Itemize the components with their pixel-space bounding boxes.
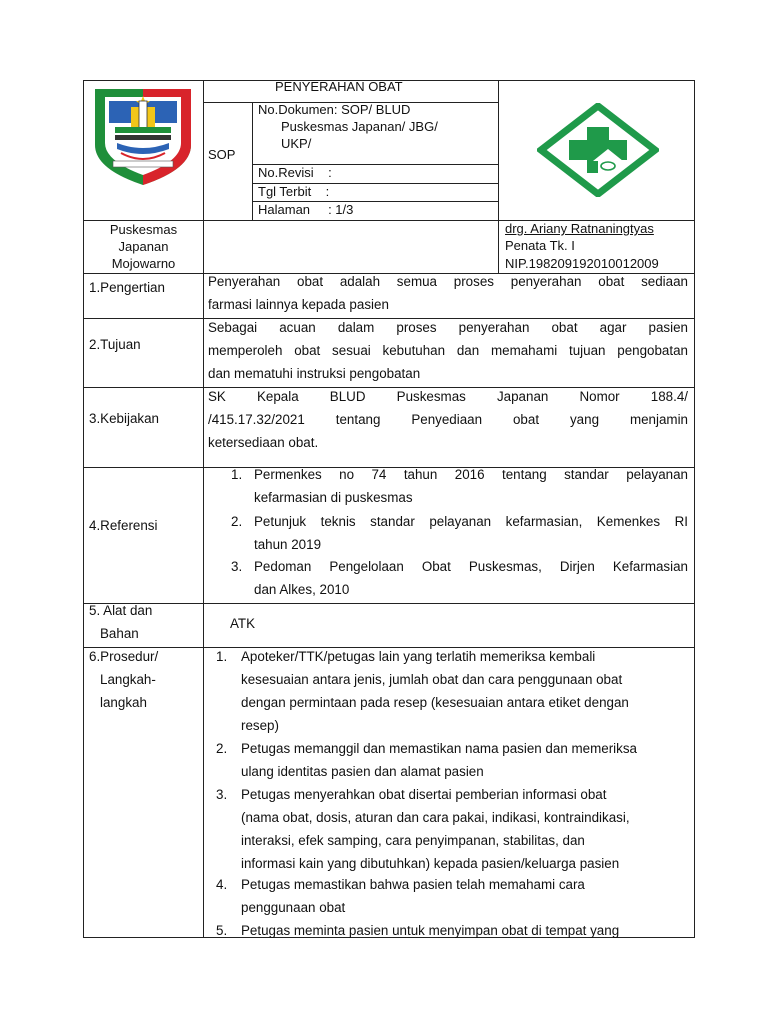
- pengertian-line: Penyerahan obat adalah semua proses penyerahan obat sediaan: [208, 274, 688, 289]
- no-dokumen-line-2: Puskesmas Japanan/ JBG/: [281, 119, 438, 134]
- kebijakan-line: /415.17.32/2021 tentang Penyediaan obat yang menjamin: [208, 412, 688, 427]
- referensi-line: Pedoman Pengelolaan Obat Puskesmas, Dirjen Kefarmasian: [254, 559, 688, 574]
- tujuan-text: [208, 316, 688, 385]
- prosedur-line: Petugas meminta pasien untuk menyimpan obat di tempat yang: [241, 923, 620, 938]
- label-pengertian: 1.Pengertian: [89, 280, 165, 295]
- label-alat-1: 5. Alat dan: [89, 603, 153, 618]
- label-referensi: 4.Referensi: [89, 518, 158, 533]
- prosedur-line: penggunaan obat: [241, 900, 346, 915]
- label-alat-2: Bahan: [100, 626, 139, 641]
- list-item-number: 1.: [216, 649, 228, 664]
- prosedur-line: Apoteker/TTK/petugas lain yang terlatih memeriksa kembali: [241, 649, 596, 664]
- org-line-3: Mojowarno: [111, 256, 176, 271]
- no-dokumen-line-1: No.Dokumen: SOP/ BLUD: [258, 102, 411, 117]
- kebijakan-line: ketersediaan obat.: [208, 435, 319, 450]
- list-item: [241, 873, 585, 919]
- referensi-line: kefarmasian di puskesmas: [254, 490, 413, 505]
- org-line-2: Japanan: [118, 239, 169, 254]
- label-prosedur-2: Langkah-: [100, 672, 156, 687]
- tgl-terbit: Tgl Terbit :: [258, 184, 330, 199]
- label-prosedur-1: 6.Prosedur/: [89, 649, 159, 664]
- list-item: [254, 463, 688, 509]
- referensi-line: Permenkes no 74 tahun 2016 tentang standar pelayanan: [254, 467, 688, 482]
- label-tujuan: 2.Tujuan: [89, 337, 141, 352]
- signer-name: drg. Ariany Ratnaningtyas: [505, 221, 654, 236]
- no-dokumen-line-3: UKP/: [281, 136, 312, 151]
- list-item-number: 3.: [216, 787, 228, 802]
- kebijakan-line: SK Kepala BLUD Puskesmas Japanan Nomor 188.4/: [208, 389, 688, 404]
- label-kebijakan: 3.Kebijakan: [89, 411, 159, 426]
- list-item-number: 2.: [231, 514, 243, 529]
- list-item: [241, 737, 637, 783]
- kebijakan-text: [208, 385, 688, 454]
- list-item: [241, 783, 630, 875]
- prosedur-line: dengan permintaan pada resep (kesesuaian antara etiket dengan: [241, 695, 629, 710]
- tujuan-line: memperoleh obat sesuai kebutuhan dan memahami tujuan pengobatan: [208, 343, 688, 358]
- list-item-number: 1.: [231, 467, 243, 482]
- prosedur-line: Petugas menyerahkan obat disertai pemberian informasi obat: [241, 787, 607, 802]
- signer-nip: NIP.198209192010012009: [505, 256, 659, 271]
- prosedur-line: informasi kain yang dibutuhkan) kepada pasien/keluarga pasien: [241, 856, 620, 871]
- prosedur-line: resep): [241, 718, 279, 733]
- org-line-1: Puskesmas: [109, 222, 178, 237]
- list-item-number: 3.: [231, 559, 243, 574]
- tujuan-line: Sebagai acuan dalam proses penyerahan obat agar pasien: [208, 320, 688, 335]
- prosedur-line: ulang identitas pasien dan alamat pasien: [241, 764, 484, 779]
- document-title: PENYERAHAN OBAT: [275, 79, 403, 94]
- list-item: [254, 555, 688, 601]
- sop-label: SOP: [208, 147, 236, 162]
- pengertian-text: [208, 270, 688, 316]
- list-item: [254, 510, 688, 556]
- prosedur-line: Petugas memastikan bahwa pasien telah memahami cara: [241, 877, 585, 892]
- tujuan-line: dan mematuhi instruksi pengobatan: [208, 366, 421, 381]
- regency-emblem-icon: [91, 87, 195, 187]
- prosedur-line: (nama obat, dosis, aturan dan cara pakai, indikasi, kontraindikasi,: [241, 810, 630, 825]
- signer-rank: Penata Tk. I: [505, 238, 575, 253]
- prosedur-line: interaksi, efek samping, cara penyimpanan, stabilitas, dan: [241, 833, 585, 848]
- puskesmas-logo-icon: [537, 103, 659, 197]
- alat-value: ATK: [230, 616, 256, 631]
- list-item: [241, 919, 619, 942]
- pengertian-line: farmasi lainnya kepada pasien: [208, 297, 389, 312]
- no-revisi: No.Revisi :: [258, 165, 332, 180]
- referensi-line: Petunjuk teknis standar pelayanan kefarmasian, Kemenkes RI: [254, 514, 688, 529]
- prosedur-line: Petugas memanggil dan memastikan nama pasien dan memeriksa: [241, 741, 637, 756]
- organization-name: [84, 221, 203, 272]
- referensi-line: dan Alkes, 2010: [254, 582, 350, 597]
- halaman: Halaman : 1/3: [258, 202, 354, 217]
- list-item: [241, 645, 629, 737]
- label-prosedur-3: langkah: [100, 695, 147, 710]
- prosedur-line: kesesuaian antara jenis, jumlah obat dan cara penggunaan obat: [241, 672, 623, 687]
- list-item-number: 4.: [216, 877, 228, 892]
- referensi-line: tahun 2019: [254, 537, 322, 552]
- list-item-number: 2.: [216, 741, 228, 756]
- list-item-number: 5.: [216, 923, 228, 938]
